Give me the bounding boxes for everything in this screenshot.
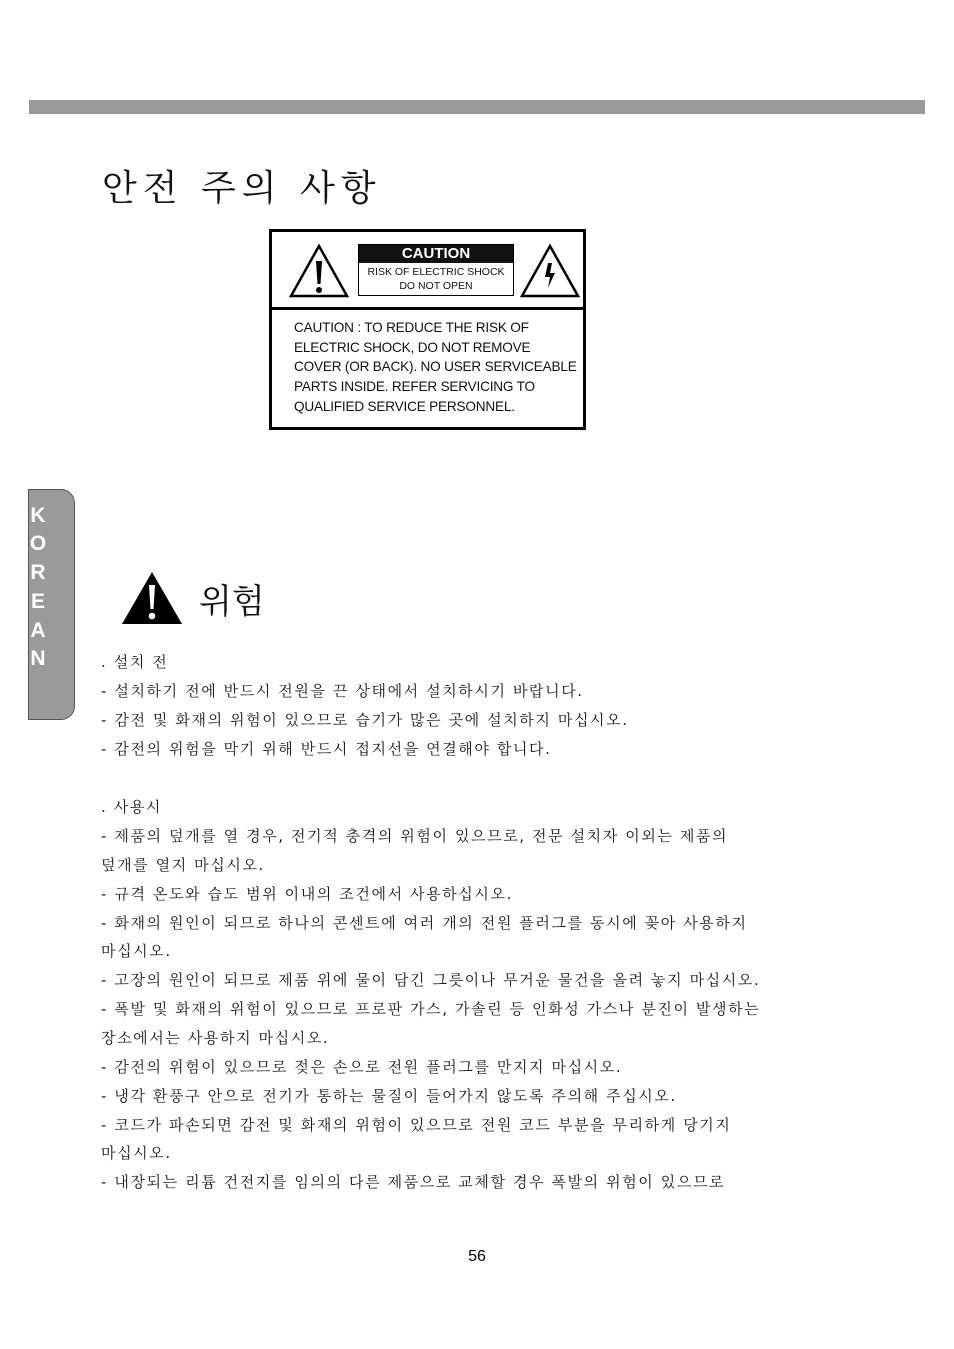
- exclamation-triangle-icon: [288, 243, 350, 299]
- usage-item: - 냉각 환풍구 안으로 전기가 통하는 물질이 들어가지 않도록 주의해 주십시오.: [101, 1087, 677, 1105]
- caution-label-line1: RISK OF ELECTRIC SHOCK: [367, 266, 505, 278]
- page-number: 56: [468, 1248, 486, 1265]
- language-tab-letter: R: [30, 561, 46, 584]
- install-section-heading: . 설치 전: [101, 653, 169, 671]
- caution-label: [358, 244, 514, 296]
- usage-item: - 고장의 원인이 되므로 제품 위에 물이 담긴 그릇이나 무거운 물건을 올려 놓지 마십시오.: [101, 971, 761, 989]
- language-tab-letter: O: [29, 532, 47, 555]
- language-tab-letter: N: [30, 647, 46, 670]
- usage-item: 마십시오.: [101, 942, 172, 960]
- usage-item: 마십시오.: [101, 1144, 172, 1162]
- warning-icon: [121, 571, 183, 625]
- page-title: 안전 주의 사항: [102, 168, 382, 209]
- language-tab-letter: K: [30, 504, 46, 527]
- language-tab-letter: E: [30, 590, 45, 613]
- caution-text: [294, 318, 577, 417]
- header-rule: [29, 100, 925, 114]
- usage-item: - 감전의 위험이 있으므로 젖은 손으로 전원 플러그를 만지지 마십시오.: [101, 1058, 623, 1076]
- usage-item: - 폭발 및 화재의 위험이 있으므로 프로판 가스, 가솔린 등 인화성 가스나 분진이 발생하는: [101, 1000, 761, 1018]
- caution-box: [269, 229, 586, 430]
- caution-text-line: CAUTION : TO REDUCE THE RISK OF: [294, 320, 529, 335]
- usage-item: - 규격 온도와 습도 범위 이내의 조건에서 사용하십시오.: [101, 885, 513, 903]
- usage-item: - 화재의 원인이 되므로 하나의 콘센트에 여러 개의 전원 플러그를 동시에 꽂아 사용하지: [101, 914, 748, 932]
- caution-text-line: PARTS INSIDE. REFER SERVICING TO: [294, 379, 535, 395]
- usage-item: - 내장되는 리튬 건전지를 임의의 다른 제품으로 교체할 경우 폭발의 위험이 있으므로: [101, 1173, 726, 1191]
- usage-item: 장소에서는 사용하지 마십시오.: [101, 1029, 330, 1047]
- caution-header-panel: [272, 232, 583, 310]
- install-item: - 감전의 위험을 막기 위해 반드시 접지선을 연결해야 합니다.: [101, 740, 552, 758]
- usage-item: 덮개를 열지 마십시오.: [101, 856, 265, 874]
- warning-title: 위험: [199, 582, 265, 622]
- caution-text-line: ELECTRIC SHOCK, DO NOT REMOVE: [294, 339, 531, 355]
- usage-item: - 코드가 파손되면 감전 및 화재의 위험이 있으므로 전원 코드 부분을 무리하게 당기지: [101, 1116, 732, 1134]
- language-tab-letter: A: [30, 619, 46, 642]
- usage-item: - 제품의 덮개를 열 경우, 전기적 충격의 위험이 있으므로, 전문 설치자 이외는 제품의: [101, 827, 729, 845]
- caution-text-line: COVER (OR BACK). NO USER SERVICEABLE: [294, 359, 577, 375]
- caution-label-header: CAUTION: [359, 245, 513, 263]
- usage-section-heading: . 사용시: [101, 798, 163, 816]
- lightning-triangle-icon: [519, 243, 581, 299]
- caution-label-line2: DO NOT OPEN: [399, 280, 473, 292]
- install-item: - 설치하기 전에 반드시 전원을 끈 상태에서 설치하시기 바랍니다.: [101, 682, 584, 700]
- language-tab: [28, 489, 75, 720]
- install-item: - 감전 및 화재의 위험이 있으므로 습기가 많은 곳에 설치하지 마십시오.: [101, 711, 629, 729]
- caution-text-line: QUALIFIED SERVICE PERSONNEL.: [294, 398, 515, 414]
